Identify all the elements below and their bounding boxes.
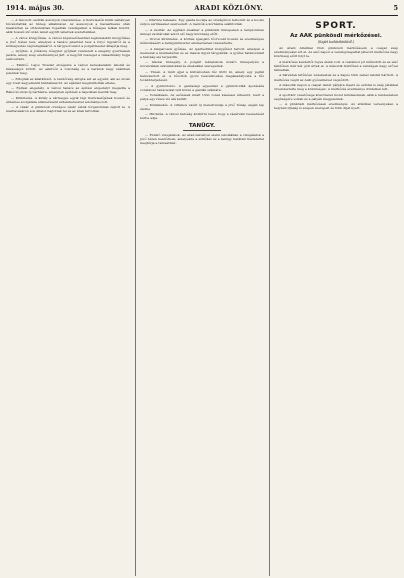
article-heading: Az AAK pünkösdi mérkőzései. (290, 33, 382, 39)
article: — Orvosi kitüntetés. A kórház igazgató főorvosát hosszú és eredményes működéséért a belügyminiszter elismerésben részesítette. (140, 37, 264, 46)
article: — A vásár. A pünkösdi országos vásár élénk forgalommal zajlott le. A marhavásáron sok állatot hajtottak fel és az árak tartottak. (6, 105, 130, 114)
article: — Közlekedés. A villamos vasút új menetrendje a jövő hónap elején lép életbe. (140, 102, 264, 111)
article: — Hirdetés. A városi hatóság közhírré teszi, hogy a vásárvám beszedését bérbe adja. (140, 112, 264, 121)
divider (183, 130, 220, 131)
article: Az Aradi Atlétikai Club pünkösdi mérkőzésein a csapat szép eredményeket ért el. Az első napon a vendégcsapattal játszott mérkőzés nagy közönség előtt folyt le. (274, 46, 398, 59)
article: A második napon a csapat ismét pályára lépett és ezúttal is szép játékkal örvendeztette meg a közönséget. A mérkőzés eredménye döntetlen lett. (274, 83, 398, 92)
article: — Tüzek. A múlt éjjel a külvárosban tűz ütött ki, amely egy pajtát hamvasztott el. A tűzoltók gyors beavatkozása megakadályozta a tűz továbbterjedését. (140, 70, 264, 83)
article: — Elfogták az állatkínzót. A rendőrség elfogta azt az egyént, aki az utcán egy lovat kegyetlenül bántalmazott. Az eljárást megindították ellene. (6, 76, 130, 85)
columns (6, 18, 398, 576)
column-1 (6, 18, 130, 576)
article: — A zsoltár. Az egyházi énekkar a pünkösdi ünnepeken a templomban ünnepi zsoltárokat adott elő nagy közönség előtt. (140, 27, 264, 36)
column-2 (135, 18, 264, 576)
header-date: 1914. május 30. (6, 4, 65, 12)
article: — A pünkösdi mérkőzések eredményei. Az atlétikai versenyeken a helybeli ifjúság is szépen szerepelt és több díjat nyert. (274, 102, 398, 111)
header-title: ARADI KÖZLÖNY. (194, 4, 264, 12)
article: — A város közgyűlése. A városi képviselőtestület legközelebbi közgyűlése a jövő héten lesz, amelyen a tanács jelentést tesz a folyó ügyekről és a költségvetés végrehajtásáról. A tárgysorozatot a polgármester állapítja meg. (6, 35, 130, 48)
article: A mérkőzés kezdettől fogva élénk volt. A csatársor jól működött és az első félidőben már két gólt értek el. A második félidőben a vendégek nagy erővel támadtak. (274, 59, 398, 72)
column-3 (269, 18, 398, 576)
article: — Kitüntetés. A király a vármegye egyik régi tisztviselőjének hosszú és érdemes szolgálata elismeréséül érdemkeresztet adományozott. (6, 95, 130, 104)
article: — Évzáró vizsgálatok. Az arad-belvárosi elemi iskolákban a vizsgálatok a jövő héten kezdődnek, amelyekre a szülőket és a tanügy barátait tisztelettel meghívja a tantestület. (140, 132, 264, 145)
article: — A távozott osztrák aszonyok visszatérése. A tisztviselők közül néhányan búcsúztatták az ünnep alkalmával. Az asszonyok a hazaérkezés után hazatértek és otthonukban fogadták vendégeiket a hűséges lelkek között, akik hosszú idő után ismét együtt lehettek szeretteikkel. (6, 18, 130, 35)
article: — A kisiparosok gyűlése. Az ipartestület közgyűlést tartott, amelyen a mesterek a munkabérek és az inasok ügyét tárgyalták. A gyűlés határozatait a hatóság elé terjesztik. (140, 46, 264, 59)
article: — Esküvő. Lajos Tivadar elvégezte a városi kereskedelmi iskolát és házasságot kötött. Az esküvőn a rokonság és a barátok nagy számban jelentek meg. (6, 62, 130, 76)
article: — Iskolai ünnepély. A polgári leányiskola évzáró ünnepélyén a növendékek szavalatokkal és énekekkel szerepeltek. (140, 60, 264, 69)
article: A hátvédek kitűnően védekeztek és a kapus több nehéz labdát hárított. A mérkőzés végül az AAK győzelmével végződött. (274, 73, 398, 82)
header-page-number: 5 (393, 4, 398, 12)
section-heading-tanugy: TANÜGY. (188, 122, 216, 129)
article: — A gyümölcsös. A gazdasági egyesület a gyümölcsfák ápolására vonatkozó tanácsokat tett közzé a gazdák számára. (140, 83, 264, 92)
page-header (6, 4, 398, 16)
article: — Gyűjtés. A jótékony nőegylet gyűjtést rendezett a szegény gyermekek javára, amely szép eredménnyel járt. A begyűlt összeget a választmány fogja szétosztani. (6, 49, 130, 62)
article: — Építési engedély. A városi tanács az építési engedélyt megadta a Rákóczi-utcai új bérházra, amelynek építését a napokban kezdik meg. (6, 86, 130, 95)
section-heading-sport: SPORT. (315, 21, 357, 31)
article: A sportkör vezetősége köszönetet mond mindazoknak, akik a rendezésben segítségére voltak és a pályán megjelentek. (274, 92, 398, 101)
article: — Különös balesete. Egy gazda kocsija az országúton felborult és a kocsis súlyos sérüléseket szenvedett. A mentők a kórházba szállították. (140, 18, 264, 27)
article: — Vonatkésés. Az esőzések miatt több vonat késéssel érkezett, mert a pálya egy része víz alá került. (140, 93, 264, 102)
byline: (Saját tudósítónktól.) (317, 40, 355, 44)
